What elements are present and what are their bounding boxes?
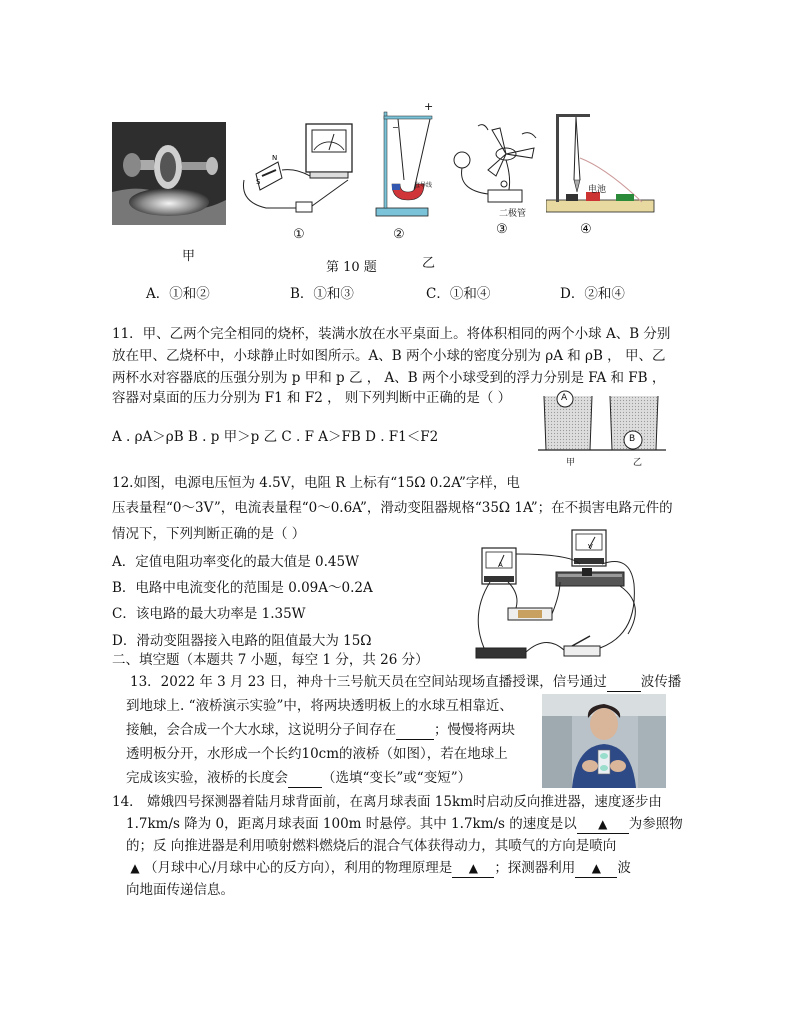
- figure-2-wire-label: 直导线: [414, 182, 433, 189]
- q12-option-b: B．电路中电流变化的范围是 0.09A～0.2A: [112, 580, 373, 596]
- q12-line-3: 情况下，下列判断正确的是（ ）: [112, 526, 306, 542]
- q14-line-5: 向地面传递信息。: [126, 882, 234, 898]
- figure-4-battery-stand: [546, 108, 656, 214]
- figure-jia-label: 甲: [182, 249, 196, 264]
- q13-line-3: [126, 721, 515, 740]
- figure-3-diode-label: 二极管: [499, 209, 527, 219]
- q10-option-c: C．①和④: [426, 286, 491, 302]
- q11-label-yi: 乙: [633, 458, 643, 468]
- q13-line-4: 透明板分开，水形成一个长约10cm的液桥（如图），若在地球上: [126, 746, 508, 762]
- svg-text:N: N: [272, 154, 278, 162]
- figure-3-fan-diode: [448, 120, 544, 216]
- q14-line-1: 14． 嫦娥四号探测器着陆月球背面前，在离月球表面 15km时启动反向推进器，速度逐步由: [112, 794, 662, 810]
- q11-line-2: 放在甲、乙烧杯中，小球静止时如图所示。A、B 两个小球的密度分别为 ρA 和 ρB ， 甲、乙: [112, 348, 666, 364]
- q13-blank-1[interactable]: [607, 673, 641, 692]
- q12-line-2: 压表量程“0～3V”，电流表量程“0～0.6A”，滑动变阻器规格“35Ω 1A”；在不损害电路元件的: [112, 500, 673, 516]
- section-2-title: 二、填空题（本题共 7 小题，每空 1 分，共 26 分）: [112, 652, 429, 668]
- figure-2-magnet-stand: [370, 104, 438, 220]
- figure-2-plus-sign: +: [424, 100, 434, 113]
- q11-label-jia: 甲: [566, 458, 576, 468]
- q13-line-2: 到地球上. “液桥演示实验”中，将两块透明板上的水球互相靠近、: [126, 698, 513, 714]
- figure-jia-photo: [112, 122, 226, 225]
- q11-options: A . ρA＞ρB B . p 甲＞p 乙 C . F A＞FB D . F1＜F2: [112, 429, 439, 445]
- figure-title: 第 10 题: [326, 260, 377, 275]
- q13-line-3-a: 接触，会合成一个大水球，这说明分子间存在: [126, 722, 396, 738]
- q14-line-2-a: 1.7km/s 降为 0，距离月球表面 100m 时悬停。其中 1.7km/s 的速度是以: [126, 816, 577, 832]
- q13-line-5: [126, 769, 471, 788]
- q12-option-c: C．该电路的最大功率是 1.35W: [112, 606, 306, 622]
- q14-blank-1[interactable]: ▲: [577, 815, 629, 834]
- figure-3-label: ③: [496, 222, 508, 237]
- q12-option-d: D．滑动变阻器接入电路的阻值最大为 15Ω: [112, 633, 372, 649]
- q14-line-2: [126, 815, 683, 834]
- q14-blank-3[interactable]: ▲: [452, 859, 494, 878]
- q14-line-3: 的；反 向推进器是利用喷射燃料燃烧后的混合气体获得动力，其喷气的方向是喷向: [126, 838, 617, 854]
- q13-line-1-b: 波传播: [640, 674, 682, 690]
- svg-text:−: −: [392, 123, 399, 132]
- q13-astronaut-photo: [542, 694, 666, 788]
- figure-1-label: ①: [293, 227, 305, 242]
- figure-1-galvanometer: [236, 118, 360, 218]
- q14-line-2-b: 为参照物: [628, 816, 683, 832]
- q11-line-4: 容器对桌面的压力分别为 F1 和 F2 ， 则下列判断中正确的是（ ）: [112, 390, 512, 406]
- q12-ammeter-label: A: [498, 561, 503, 569]
- q12-voltmeter-label: V: [588, 543, 593, 551]
- q13-line-1-a: 13．2022 年 3 月 23 日，神舟十三号航天员在空间站现场直播授课，信号通过: [130, 674, 607, 690]
- q13-blank-2[interactable]: [396, 721, 434, 740]
- figure-4-battery-label: 电池: [588, 185, 607, 195]
- q11-line-3: 两杯水对容器底的压强分别为 p 甲和 p 乙 ， A、B 两个小球受到的浮力分别是 FA 和 FB ，: [112, 370, 666, 386]
- q11-ball-b: B: [629, 434, 636, 444]
- q10-option-d: D．②和④: [560, 286, 625, 302]
- q13-line-1: [130, 673, 681, 692]
- q14-line-4: [126, 859, 631, 878]
- q11-beakers-figure: [538, 384, 666, 468]
- q12-option-a: A．定值电阻功率变化的最大值是 0.45W: [112, 554, 359, 570]
- q10-option-a: A．①和②: [146, 286, 210, 302]
- figure-2-label: ②: [393, 227, 405, 242]
- q10-option-b: B．①和③: [290, 286, 354, 302]
- figure-yi-label: 乙: [422, 256, 436, 271]
- q13-line-3-b: ；慢慢将两块: [434, 722, 515, 738]
- q11-line-1: 11．甲、乙两个完全相同的烧杯，装满水放在水平桌面上。将体积相同的两个小球 A、B 分别: [112, 326, 671, 342]
- q11-ball-a: A: [561, 393, 568, 403]
- q12-circuit-figure: [460, 524, 660, 664]
- q14-line-4-c: 波: [617, 860, 631, 876]
- q14-blank-2[interactable]: ▲: [130, 861, 140, 875]
- q13-line-5-a: 完成该实验，液桥的长度会: [126, 770, 288, 786]
- q12-line-1: 12.如图，电源电压恒为 4.5V，电阻 R 上标有“15Ω 0.2A”字样，电: [112, 475, 520, 491]
- figure-4-label: ④: [580, 222, 592, 237]
- q13-line-5-b: （选填“变长”或“变短”）: [322, 770, 472, 786]
- q13-blank-3[interactable]: [288, 769, 322, 788]
- q14-blank-4[interactable]: ▲: [575, 859, 617, 878]
- q14-line-4-a: （月球中心/月球中心的反方向），利用的物理原理是: [144, 860, 453, 876]
- svg-text:S: S: [256, 178, 261, 186]
- q14-line-4-b: ；探测器利用: [494, 860, 576, 876]
